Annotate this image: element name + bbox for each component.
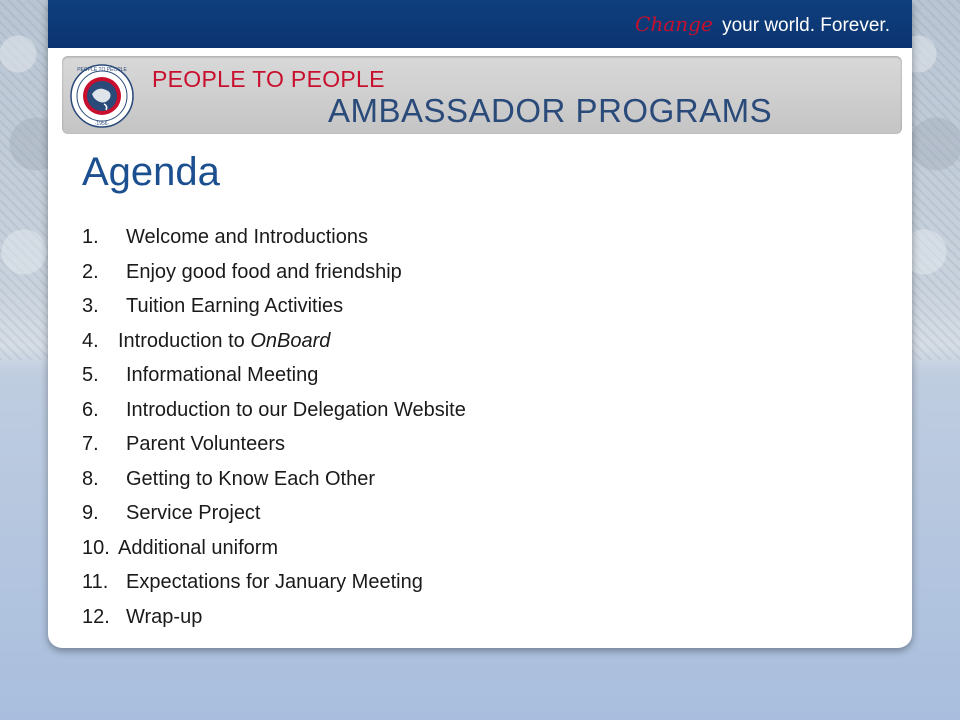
list-item [82, 500, 466, 535]
list-item [82, 431, 466, 466]
tagline-text: your world. Forever. [722, 15, 890, 36]
agenda-list [82, 224, 466, 638]
item-text: Expectations for January Meeting [126, 571, 423, 593]
brand-banner [62, 56, 902, 134]
item-text: Informational Meeting [126, 364, 319, 386]
list-item [82, 328, 466, 363]
item-number: 11. [82, 571, 109, 593]
item-number: 10. [82, 536, 110, 559]
item-text: Welcome and Introductions [126, 226, 368, 248]
globe-seal-icon [70, 64, 134, 128]
item-text: Parent Volunteers [126, 433, 285, 455]
item-text: Tuition Earning Activities [126, 295, 344, 317]
brand-line-1: PEOPLE TO PEOPLE [152, 66, 385, 92]
item-text: Introduction to [118, 329, 251, 352]
item-number: 3. [82, 295, 99, 317]
item-text: Wrap-up [126, 605, 203, 628]
list-item [82, 259, 466, 294]
item-number: 8. [82, 467, 99, 490]
tagline [635, 12, 890, 37]
list-item [82, 535, 466, 570]
list-item [82, 397, 466, 432]
list-item [82, 466, 466, 501]
item-number: 6. [82, 398, 99, 421]
list-item [82, 362, 466, 397]
list-item [82, 604, 466, 639]
item-emphasis: OnBoard [250, 329, 331, 352]
list-item [82, 224, 466, 259]
item-number: 7. [82, 433, 99, 455]
item-number: 1. [82, 226, 99, 248]
item-text: Getting to Know Each Other [126, 467, 376, 490]
logo-text-top: PEOPLE TO PEOPLE [77, 67, 127, 73]
list-item [82, 569, 466, 604]
item-text: Additional uniform [118, 536, 279, 559]
item-number: 12. [82, 605, 110, 628]
item-number: 4. [82, 329, 99, 352]
item-text: Service Project [126, 502, 261, 524]
brand-line-2: AMBASSADOR PROGRAMS [328, 92, 773, 129]
page-title: Agenda [82, 150, 220, 194]
logo-year: ·1956· [94, 121, 110, 127]
item-text: Introduction to our Delegation Website [126, 398, 466, 421]
tagline-accent: Change [635, 12, 713, 36]
top-bar [48, 0, 912, 48]
item-text: Enjoy good food and friendship [126, 260, 402, 283]
item-number: 9. [82, 502, 99, 524]
item-number: 2. [82, 260, 99, 283]
slide [48, 0, 912, 648]
list-item [82, 293, 466, 328]
item-number: 5. [82, 364, 99, 386]
